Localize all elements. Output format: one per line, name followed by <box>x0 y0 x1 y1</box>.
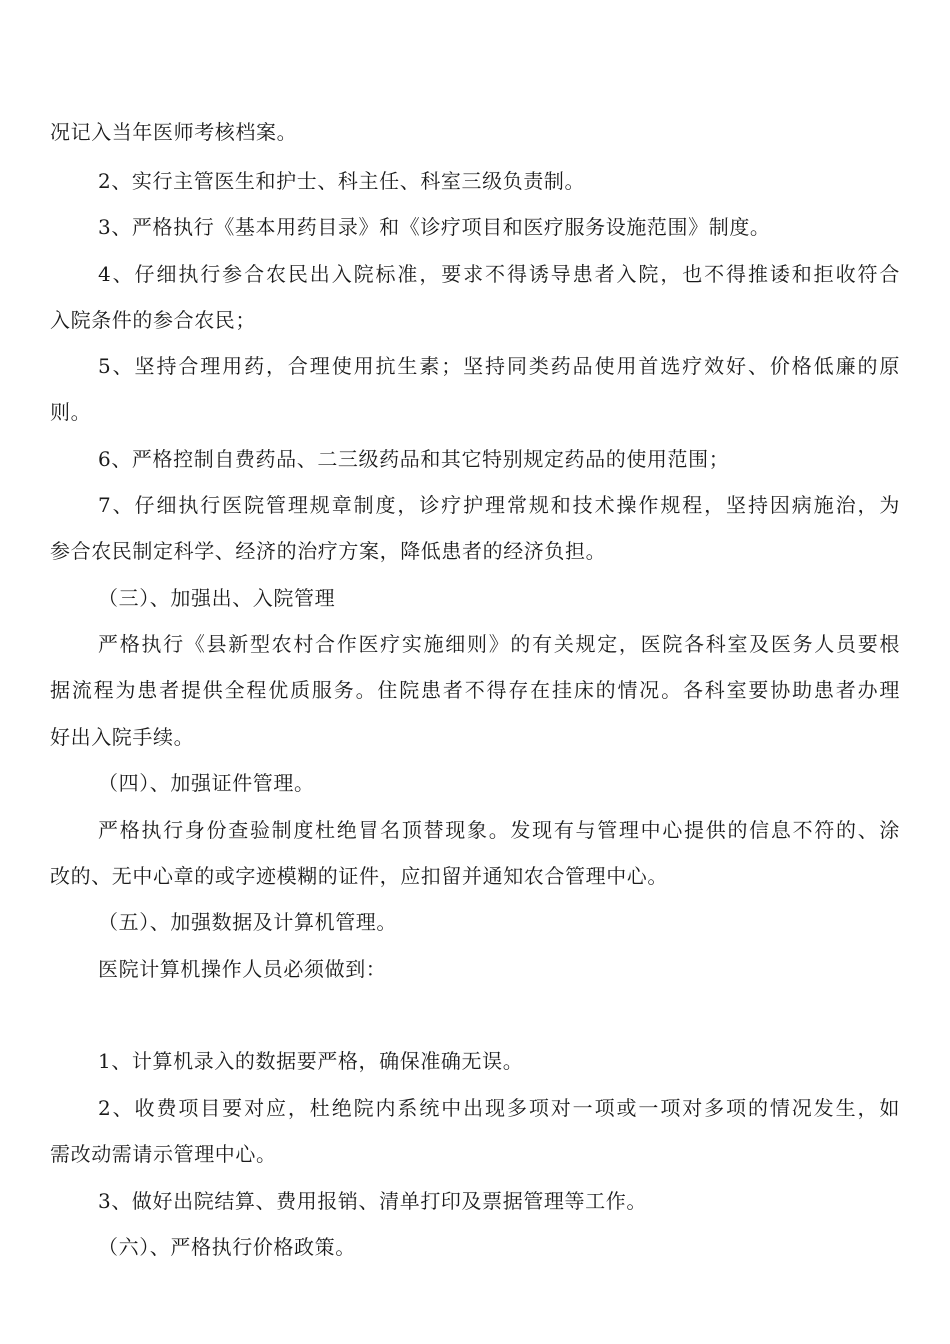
list-item-2-continued: 需改动需请示管理中心。 <box>50 1142 277 1166</box>
paragraph-line: 据流程为患者提供全程优质服务。住院患者不得存在挂床的情况。各科室要协助患者办理 <box>50 678 900 702</box>
list-item-4: 4、仔细执行参合农民出入院标准，要求不得诱导患者入院，也不得推诿和拒收符合 <box>98 262 900 286</box>
list-item-6: 6、严格控制自费药品、二三级药品和其它特别规定药品的使用范围； <box>98 447 730 471</box>
list-item-1: 1、计算机录入的数据要严格，确保准确无误。 <box>98 1049 524 1073</box>
paragraph-line: 况记入当年医师考核档案。 <box>50 120 298 144</box>
list-item-3: 3、严格执行《基本用药目录》和《诊疗项目和医疗服务设施范围》制度。 <box>98 215 771 239</box>
list-item-4-continued: 入院条件的参合农民； <box>50 308 256 332</box>
list-item-7-continued: 参合农民制定科学、经济的治疗方案，降低患者的经济负担。 <box>50 539 607 563</box>
paragraph-line: 好出入院手续。 <box>50 725 195 749</box>
list-item-2: 2、实行主管医生和护士、科主任、科室三级负责制。 <box>98 169 586 193</box>
paragraph-line: 严格执行身份查验制度杜绝冒名顶替现象。发现有与管理中心提供的信息不符的、涂 <box>98 818 900 842</box>
section-heading-6: （六）、严格执行价格政策。 <box>98 1235 356 1259</box>
list-item-5-continued: 则。 <box>50 400 92 424</box>
paragraph-line: 严格执行《县新型农村合作医疗实施细则》的有关规定，医院各科室及医务人员要根 <box>98 632 900 656</box>
section-heading-3: （三）、加强出、入院管理 <box>98 586 336 610</box>
list-item-5: 5、坚持合理用药，合理使用抗生素；坚持同类药品使用首选疗效好、价格低廉的原 <box>98 354 900 378</box>
section-heading-5: （五）、加强数据及计算机管理。 <box>98 910 397 934</box>
list-item-2: 2、收费项目要对应，杜绝院内系统中出现多项对一项或一项对多项的情况发生，如 <box>98 1096 900 1120</box>
paragraph-line: 改的、无中心章的或字迹模糊的证件，应扣留并通知农合管理中心。 <box>50 864 668 888</box>
list-item-3: 3、做好出院结算、费用报销、清单打印及票据管理等工作。 <box>98 1189 647 1213</box>
list-item-7: 7、仔细执行医院管理规章制度，诊疗护理常规和技术操作规程，坚持因病施治，为 <box>98 493 900 517</box>
section-heading-4: （四）、加强证件管理。 <box>98 771 315 795</box>
paragraph-line: 医院计算机操作人员必须做到： <box>98 957 387 981</box>
